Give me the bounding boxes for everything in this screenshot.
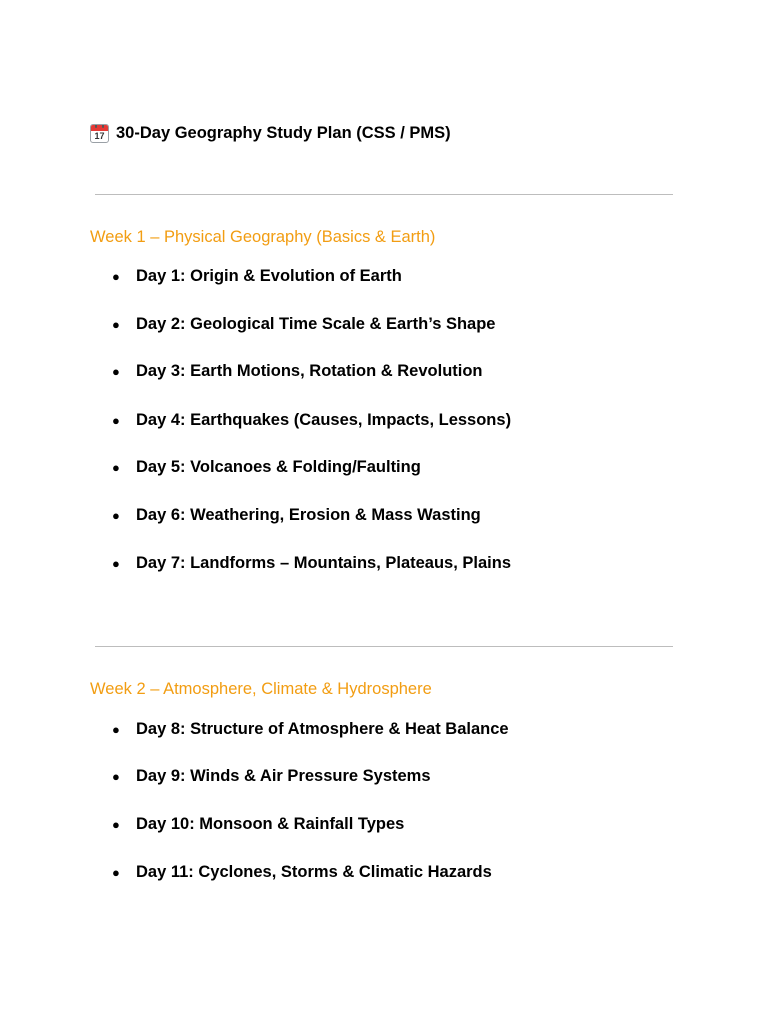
bullet: ● bbox=[112, 865, 120, 880]
day-text: Day 7: Landforms – Mountains, Plateaus, Plains bbox=[136, 554, 512, 572]
bullet: ● bbox=[112, 556, 120, 571]
day-text: Day 6: Weathering, Erosion & Mass Wasting bbox=[136, 506, 481, 524]
day-text: Day 2: Geological Time Scale & Earth’s Shape bbox=[136, 315, 496, 333]
day-text: Day 3: Earth Motions, Rotation & Revolution bbox=[136, 362, 483, 380]
week-1-heading: Week 1 – Physical Geography (Basics & Earth) bbox=[90, 228, 436, 246]
bullet: ● bbox=[112, 364, 120, 379]
bullet: ● bbox=[112, 508, 120, 523]
bullet: ● bbox=[112, 769, 120, 784]
bullet: ● bbox=[112, 317, 120, 332]
bullet: ● bbox=[112, 413, 120, 428]
bullet: ● bbox=[112, 817, 120, 832]
day-text: Day 1: Origin & Evolution of Earth bbox=[136, 267, 402, 285]
bullet: ● bbox=[112, 269, 120, 284]
divider bbox=[95, 646, 673, 647]
day-text: Day 9: Winds & Air Pressure Systems bbox=[136, 767, 431, 785]
document-title bbox=[90, 124, 451, 143]
day-text: Day 10: Monsoon & Rainfall Types bbox=[136, 815, 405, 833]
divider bbox=[95, 194, 673, 195]
calendar-icon bbox=[90, 124, 109, 143]
day-text: Day 5: Volcanoes & Folding/Faulting bbox=[136, 458, 421, 476]
day-text: Day 4: Earthquakes (Causes, Impacts, Lessons) bbox=[136, 411, 512, 429]
bullet: ● bbox=[112, 460, 120, 475]
day-text: Day 11: Cyclones, Storms & Climatic Hazards bbox=[136, 863, 492, 881]
week-2-heading: Week 2 – Atmosphere, Climate & Hydrosphere bbox=[90, 680, 432, 698]
bullet: ● bbox=[112, 722, 120, 737]
document-title-text: 30-Day Geography Study Plan (CSS / PMS) bbox=[116, 124, 451, 142]
calendar-icon-day: 17 bbox=[94, 131, 105, 141]
day-text: Day 8: Structure of Atmosphere & Heat Balance bbox=[136, 720, 509, 738]
